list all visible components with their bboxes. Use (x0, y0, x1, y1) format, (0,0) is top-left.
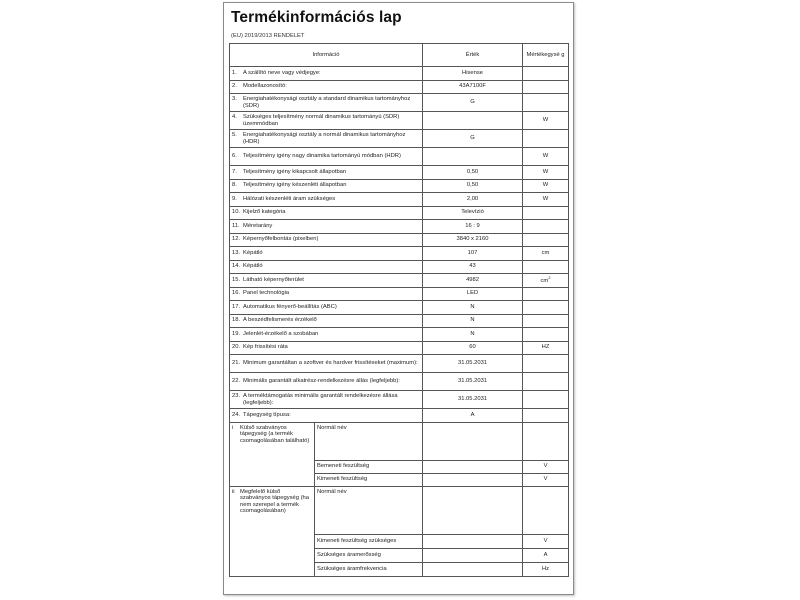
row-number: 10. (232, 209, 241, 216)
psu-field-label: Kimeneti feszültség szükséges (315, 534, 423, 548)
psu-field-unit: Hz (523, 562, 569, 576)
row-unit (523, 247, 569, 261)
psu-field-value (423, 486, 523, 534)
row-number: 20. (232, 344, 241, 351)
row-label: Képernyőfelbontás (pixelben) (243, 236, 319, 243)
row-value: G (423, 130, 523, 148)
row-label: Teljesítmény igény készenléti állapotban (243, 182, 347, 189)
row-label-cell (230, 328, 423, 342)
row-number: 23. (232, 392, 241, 399)
row-label-cell (230, 409, 423, 423)
psu-group-label: Megfelelő külső szabványos tápegység (ha nem szerepel a termék csomagolásában) (240, 488, 309, 515)
row-value: 4982 (423, 274, 523, 288)
row-label: Teljesítmény igény kikapcsolt állapotban (243, 168, 347, 175)
row-label: Szükséges teljesítmény normál dinamikus tartományú (SDR) üzemmódban (243, 113, 400, 127)
row-value: G (423, 94, 523, 112)
row-unit-text: cm (541, 249, 550, 256)
row-label-cell (230, 193, 423, 207)
psu-field-unit (523, 486, 569, 534)
row-unit (523, 67, 569, 81)
row-unit-superscript: 2 (548, 275, 551, 281)
row-label: Jelenlét-érzékelő a szobában (243, 330, 319, 337)
row-unit (523, 287, 569, 301)
psu-field-unit: V (523, 473, 569, 486)
table-body (230, 67, 569, 577)
row-unit (523, 341, 569, 355)
psu-field-value (423, 422, 523, 460)
row-label: A beszédfelismerés érzékelő (243, 317, 317, 324)
row-unit (523, 148, 569, 166)
row-number: 17. (232, 303, 241, 310)
row-label-cell (230, 233, 423, 247)
table-row (230, 301, 569, 315)
row-unit (523, 206, 569, 220)
table-row (230, 233, 569, 247)
table-row (230, 274, 569, 288)
table-row (230, 94, 569, 112)
psu-row (230, 486, 569, 534)
row-value: 43A7100F (423, 80, 523, 94)
row-label-cell (230, 179, 423, 193)
row-number: 16. (232, 290, 241, 297)
row-unit (523, 373, 569, 391)
psu-row (230, 422, 569, 460)
row-value: A (423, 409, 523, 423)
row-label: Teljesítmény igény nagy dinamika tartományú módban (HDR) (243, 153, 401, 160)
regulation-subtitle: (EU) 2019/2013 RENDELET (231, 33, 305, 39)
row-value: N (423, 328, 523, 342)
table-row (230, 314, 569, 328)
row-number: 1. (232, 69, 237, 76)
row-unit (523, 130, 569, 148)
row-number: 2. (232, 83, 237, 90)
header-info: Információ (230, 44, 423, 67)
row-number: 14. (232, 263, 241, 270)
row-label-cell (230, 148, 423, 166)
row-value: 60 (423, 341, 523, 355)
row-unit (523, 94, 569, 112)
row-label-cell (230, 373, 423, 391)
row-label: Hálózati készenléti áram szükséges (243, 195, 336, 202)
table-row (230, 328, 569, 342)
row-label-cell (230, 112, 423, 130)
row-number: 9. (232, 195, 237, 202)
row-unit (523, 220, 569, 234)
row-number: 8. (232, 182, 237, 189)
row-label: Minimális garantált alkatrész-rendelkezésre állás (legfeljebb): (243, 378, 400, 385)
psu-field-value (423, 562, 523, 576)
header-value: Érték (423, 44, 523, 67)
row-value: LED (423, 287, 523, 301)
product-info-table (229, 43, 569, 577)
row-number: 5. (232, 131, 237, 138)
table-row (230, 112, 569, 130)
table-row (230, 341, 569, 355)
row-label-cell (230, 94, 423, 112)
row-label-cell (230, 67, 423, 81)
row-number: 6. (232, 153, 237, 160)
row-label: Tápegység típusa: (243, 411, 291, 418)
row-value: 2,00 (423, 193, 523, 207)
row-unit (523, 314, 569, 328)
row-number: 22. (232, 378, 241, 385)
row-unit-text: W (542, 195, 549, 202)
table-row (230, 409, 569, 423)
row-label-cell (230, 341, 423, 355)
row-number: 21. (232, 360, 241, 367)
header-unit: Mértékegysé g (523, 44, 569, 67)
table-header-row (230, 44, 569, 67)
psu-field-label: Kimeneti feszültség (315, 473, 423, 486)
row-value (423, 112, 523, 130)
row-value: 107 (423, 247, 523, 261)
row-unit-text: HZ (541, 344, 550, 351)
row-label: Kép frissítési ráta (243, 344, 288, 351)
table-row (230, 260, 569, 274)
psu-field-label: Bemeneti feszültség (315, 460, 423, 473)
row-value: 31.05.2031 (423, 355, 523, 373)
row-unit (523, 260, 569, 274)
row-label: Panel technológia (243, 290, 290, 297)
row-unit (523, 355, 569, 373)
row-unit-text: W (542, 168, 549, 175)
table-row (230, 130, 569, 148)
psu-field-label: Normál név (315, 486, 423, 534)
row-unit (523, 179, 569, 193)
row-number: 11. (232, 222, 240, 229)
row-number: 19. (232, 330, 241, 337)
psu-marker: ii (232, 488, 235, 495)
row-unit (523, 301, 569, 315)
table-row (230, 206, 569, 220)
page-title: Termékinformációs lap (231, 9, 402, 26)
row-unit-text: W (542, 153, 549, 160)
psu-field-value (423, 534, 523, 548)
row-number: 4. (232, 113, 237, 120)
psu-group-cell (230, 422, 315, 486)
row-unit (523, 233, 569, 247)
row-label-cell (230, 130, 423, 148)
row-unit (523, 166, 569, 180)
psu-field-value (423, 548, 523, 562)
row-number: 24. (232, 411, 241, 418)
row-value (423, 148, 523, 166)
row-unit (523, 409, 569, 423)
row-label-cell (230, 166, 423, 180)
row-label-cell (230, 80, 423, 94)
psu-group-cell (230, 486, 315, 576)
psu-field-value (423, 473, 523, 486)
table-row (230, 391, 569, 409)
psu-field-label: Szükséges áramfrekvencia (315, 562, 423, 576)
product-info-sheet (223, 2, 574, 595)
row-value: 31.05.2031 (423, 391, 523, 409)
row-label-cell (230, 220, 423, 234)
row-label: Képátló (243, 249, 263, 256)
row-unit-text: cm (540, 278, 549, 285)
row-number: 7. (232, 168, 237, 175)
row-unit-text: W (542, 117, 549, 124)
row-label: Minimum garantáltan a szoftver és hardver frissítéseket (maximum): (243, 360, 418, 367)
row-unit (523, 112, 569, 130)
row-label: Energiahatékonysági osztály a standard dinamikus tartományhoz (SDR) (243, 95, 411, 109)
table-row (230, 148, 569, 166)
table-row (230, 287, 569, 301)
row-unit-text: W (542, 182, 549, 189)
row-unit (523, 80, 569, 94)
row-value: Televízió (423, 206, 523, 220)
row-label-cell (230, 206, 423, 220)
row-label-cell (230, 301, 423, 315)
row-label: Modellazonosító: (243, 83, 287, 90)
table-row (230, 80, 569, 94)
psu-marker: i (232, 424, 234, 431)
row-value: N (423, 314, 523, 328)
psu-field-unit: V (523, 460, 569, 473)
table-row (230, 220, 569, 234)
row-label: Kijelző kategória (243, 209, 286, 216)
row-value: N (423, 301, 523, 315)
row-label-cell (230, 314, 423, 328)
psu-group-label: Külső szabványos tápegység (a termék csomagolásában található) (240, 424, 310, 444)
row-value: 31.05.2031 (423, 373, 523, 391)
row-label-cell (230, 287, 423, 301)
row-number: 13. (232, 249, 241, 256)
row-unit (523, 274, 569, 288)
row-label-cell (230, 391, 423, 409)
table-row (230, 373, 569, 391)
row-label-cell (230, 247, 423, 261)
table-row (230, 355, 569, 373)
table-row (230, 179, 569, 193)
row-unit (523, 193, 569, 207)
row-value: 0,50 (423, 179, 523, 193)
row-value: 16 : 9 (423, 220, 523, 234)
table-row (230, 247, 569, 261)
row-value: 43 (423, 260, 523, 274)
table-row (230, 67, 569, 81)
row-number: 18. (232, 317, 241, 324)
row-label: Automatikus fényerő-beállítás (ABC) (243, 303, 337, 310)
row-label: A terméktámogatás minimális garantált rendelkezésre állása (legfeljebb): (243, 392, 398, 406)
psu-field-unit (523, 422, 569, 460)
row-unit (523, 328, 569, 342)
psu-field-value (423, 460, 523, 473)
row-value: Hisense (423, 67, 523, 81)
table-row (230, 193, 569, 207)
psu-field-label: Szükséges áramerősség (315, 548, 423, 562)
row-number: 3. (232, 95, 237, 102)
psu-field-unit: V (523, 534, 569, 548)
row-label-cell (230, 260, 423, 274)
row-value: 0,50 (423, 166, 523, 180)
psu-field-label: Normál név (315, 422, 423, 460)
row-label: Képátló (243, 263, 263, 270)
row-label: Méretarány (243, 222, 273, 229)
row-unit (523, 391, 569, 409)
row-label-cell (230, 274, 423, 288)
row-label: Energiahatékonysági osztály a normál dinamikus tartományhoz (HDR) (243, 131, 406, 145)
table-row (230, 166, 569, 180)
row-label: A szállító neve vagy védjegye: (243, 69, 321, 76)
row-label-cell (230, 355, 423, 373)
row-value: 3840 x 2160 (423, 233, 523, 247)
psu-field-unit: A (523, 548, 569, 562)
row-label: Látható képernyőterület (243, 276, 304, 283)
row-number: 15. (232, 276, 241, 283)
row-number: 12. (232, 236, 241, 243)
